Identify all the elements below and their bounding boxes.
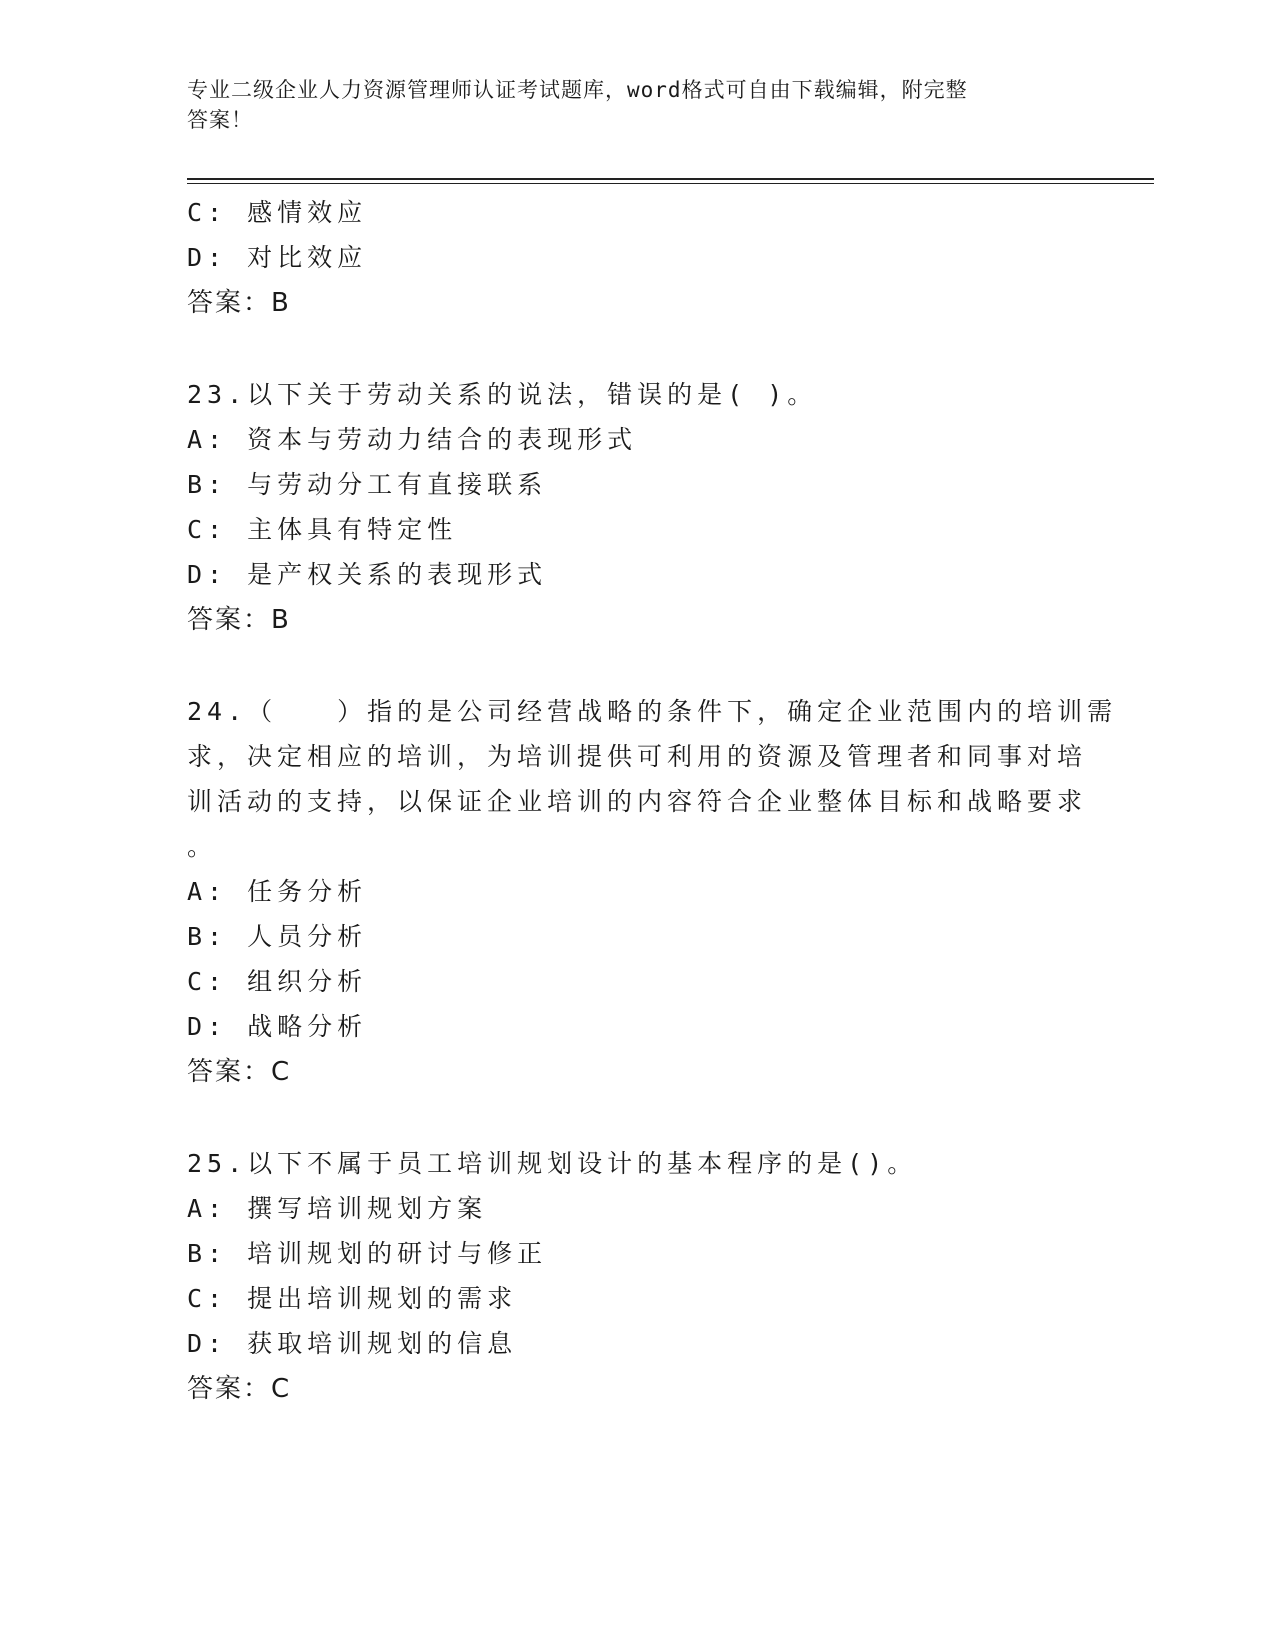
q23-option-a: A: 资本与劳动力结合的表现形式 xyxy=(187,425,638,454)
spacer xyxy=(187,1095,1087,1141)
q25-question: 25.以下不属于员工培训规划设计的基本程序的是()。 xyxy=(187,1149,918,1178)
q23-option-d: D: 是产权关系的表现形式 xyxy=(187,560,548,589)
document-header xyxy=(187,75,1087,135)
question-24 xyxy=(187,689,1118,1095)
question-22-tail xyxy=(187,190,1087,326)
question-list xyxy=(187,190,1118,1412)
q25-option-c: C: 提出培训规划的需求 xyxy=(187,1284,518,1313)
header-title-line1: 专业二级企业人力资源管理师认证考试题库，word格式可自由下载编辑，附完整 xyxy=(187,78,968,102)
q24-option-a: A: 任务分析 xyxy=(187,877,368,906)
q25-option-b: B: 培训规划的研讨与修正 xyxy=(187,1239,548,1268)
q25-option-d: D: 获取培训规划的信息 xyxy=(187,1329,518,1358)
q23-answer: 答案：B xyxy=(187,605,291,635)
q24-question-line3: 训活动的支持，以保证企业培训的内容符合企业整体目标和战略要求 xyxy=(187,787,1088,816)
header-divider-thin xyxy=(187,183,1154,184)
q25-answer: 答案：C xyxy=(187,1374,292,1404)
q25-option-a: A: 撰写培训规划方案 xyxy=(187,1194,488,1223)
header-title-line2: 答案！ xyxy=(187,108,253,132)
q22-answer: 答案：B xyxy=(187,288,291,318)
question-23 xyxy=(187,372,1087,643)
q24-question-line1: 24.（ ）指的是公司经营战略的条件下，确定企业范围内的培训需 xyxy=(187,697,1118,726)
q24-option-d: D: 战略分析 xyxy=(187,1012,368,1041)
q22-option-d: D: 对比效应 xyxy=(187,243,368,272)
q23-option-c: C: 主体具有特定性 xyxy=(187,515,458,544)
q24-option-b: B: 人员分析 xyxy=(187,922,368,951)
q24-answer: 答案：C xyxy=(187,1057,292,1087)
q24-question-line4: 。 xyxy=(187,832,218,861)
q24-option-c: C: 组织分析 xyxy=(187,967,368,996)
spacer xyxy=(187,643,1087,689)
q24-question-line2: 求，决定相应的培训，为培训提供可利用的资源及管理者和同事对培 xyxy=(187,742,1088,771)
header-divider-thick xyxy=(187,178,1154,180)
question-25 xyxy=(187,1141,1087,1412)
q22-option-c: C: 感情效应 xyxy=(187,198,368,227)
q23-option-b: B: 与劳动分工有直接联系 xyxy=(187,470,548,499)
q23-question: 23.以下关于劳动关系的说法，错误的是( )。 xyxy=(187,380,818,409)
spacer xyxy=(187,326,1087,372)
